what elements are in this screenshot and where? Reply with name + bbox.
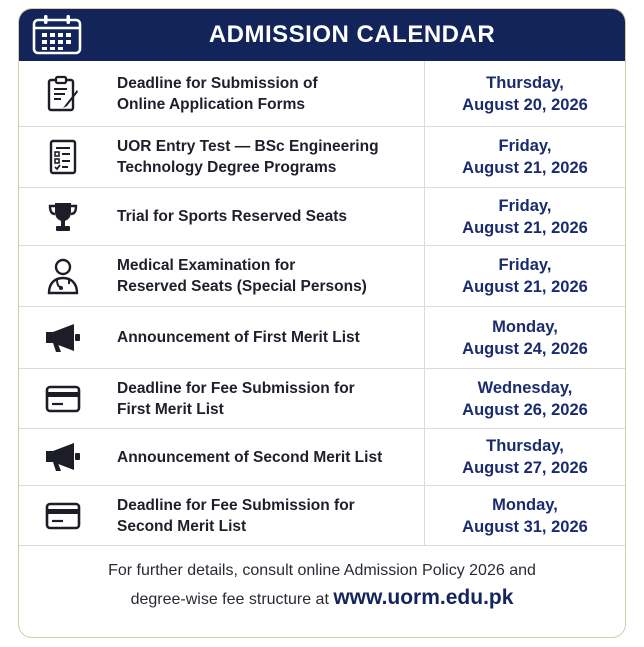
test-sheet-icon: [19, 127, 107, 187]
doctor-icon: [19, 246, 107, 306]
event-label: Announcement of First Merit List: [117, 329, 360, 346]
event-date: Monday, August 24, 2026: [424, 307, 625, 368]
page-title: ADMISSION CALENDAR: [208, 21, 496, 48]
event-date: Monday, August 31, 2026: [424, 486, 625, 545]
table-row: [19, 486, 625, 546]
header-bar: [19, 9, 625, 61]
megaphone-icon: [19, 307, 107, 368]
event-date: Friday, August 21, 2026: [424, 127, 625, 187]
megaphone-icon: [19, 429, 107, 485]
table-row: [19, 188, 625, 246]
event-label: Deadline for Fee Submission for First Merit List: [117, 379, 355, 418]
event-date: Thursday, August 27, 2026: [424, 429, 625, 485]
event-date: Friday, August 21, 2026: [424, 188, 625, 245]
admission-calendar-card: [18, 8, 626, 638]
event-label: Deadline for Submission of Online Application Forms: [117, 74, 318, 113]
trophy-icon: [19, 188, 107, 245]
event-date: Wednesday, August 26, 2026: [424, 369, 625, 428]
table-row: [19, 429, 625, 486]
footer-note: [19, 557, 625, 613]
table-row: [19, 61, 625, 127]
card-icon: [19, 369, 107, 428]
table-row: [19, 246, 625, 307]
calendar-icon: [31, 14, 83, 56]
card-icon: [19, 486, 107, 545]
event-label: Medical Examination for Reserved Seats (Special Persons): [117, 257, 367, 295]
table-row: [19, 127, 625, 188]
event-label: Trial for Sports Reserved Seats: [117, 208, 348, 225]
calendar-table: [19, 61, 625, 546]
event-date: Thursday, August 20, 2026: [424, 61, 625, 126]
event-date: Friday, August 21, 2026: [424, 246, 625, 306]
table-row: [19, 307, 625, 369]
footer-line-2: degree-wise fee structure at www.uorm.edu.pk: [130, 586, 514, 609]
footer-line-1: For further details, consult online Admission Policy 2026 and: [108, 562, 536, 579]
table-row: [19, 369, 625, 429]
event-label: UOR Entry Test — BSc Engineering Technology Degree Programs: [117, 138, 379, 176]
website-link[interactable]: www.uorm.edu.pk: [333, 586, 514, 609]
event-label: Deadline for Fee Submission for Second Merit List: [117, 496, 355, 535]
event-label: Announcement of Second Merit List: [117, 448, 383, 466]
form-icon: [19, 61, 107, 126]
